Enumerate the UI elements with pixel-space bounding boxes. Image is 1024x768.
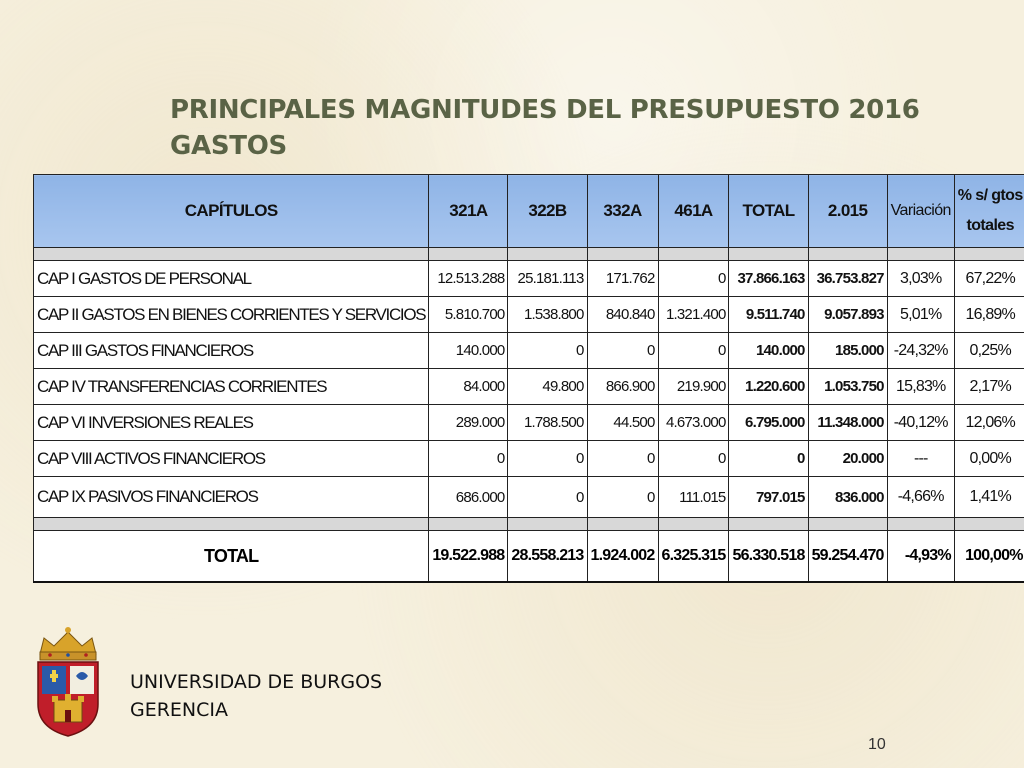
row-label: CAP II GASTOS EN BIENES CORRIENTES Y SERVICIOS (34, 297, 429, 333)
cell-322b: 0 (508, 333, 587, 369)
total-row (34, 531, 1024, 583)
total-332a: 1.924.002 (587, 531, 658, 583)
header-capitulos: CAPÍTULOS (34, 175, 429, 248)
total-321a: 19.522.988 (429, 531, 508, 583)
row-label: CAP IX PASIVOS FINANCIEROS (34, 477, 429, 518)
cell-461a: 0 (658, 441, 729, 477)
cell-461a: 111.015 (658, 477, 729, 518)
total-322b: 28.558.213 (508, 531, 587, 583)
header-461a: 461A (658, 175, 729, 248)
cell-variacion: -40,12% (887, 405, 954, 441)
row-label: CAP VI INVERSIONES REALES (34, 405, 429, 441)
cell-variacion: --- (887, 441, 954, 477)
university-name: UNIVERSIDAD DE BURGOS (130, 671, 383, 693)
cell-2015: 9.057.893 (808, 297, 887, 333)
cell-332a: 0 (587, 333, 658, 369)
table-row (34, 297, 1024, 333)
header-321a: 321A (429, 175, 508, 248)
cell-332a: 171.762 (587, 261, 658, 297)
cell-321a: 12.513.288 (429, 261, 508, 297)
title-line-1: PRINCIPALES MAGNITUDES DEL PRESUPUESTO 2016 (170, 95, 920, 125)
cell-total: 0 (729, 441, 808, 477)
cell-2015: 20.000 (808, 441, 887, 477)
cell-461a: 219.900 (658, 369, 729, 405)
total-pct: 100,00% (954, 531, 1024, 583)
header-2015: 2.015 (808, 175, 887, 248)
cell-322b: 1.538.800 (508, 297, 587, 333)
cell-321a: 289.000 (429, 405, 508, 441)
cell-461a: 0 (658, 333, 729, 369)
cell-pct: 1,41% (954, 477, 1024, 518)
cell-pct: 0,25% (954, 333, 1024, 369)
cell-322b: 1.788.500 (508, 405, 587, 441)
cell-332a: 44.500 (587, 405, 658, 441)
budget-table (33, 174, 1024, 583)
table-row (34, 405, 1024, 441)
cell-2015: 1.053.750 (808, 369, 887, 405)
table-row (34, 369, 1024, 405)
cell-variacion: 3,03% (887, 261, 954, 297)
cell-2015: 836.000 (808, 477, 887, 518)
cell-2015: 36.753.827 (808, 261, 887, 297)
header-pct-line-2: totales (966, 217, 1014, 234)
row-label: CAP III GASTOS FINANCIEROS (34, 333, 429, 369)
cell-pct: 12,06% (954, 405, 1024, 441)
cell-variacion: 5,01% (887, 297, 954, 333)
table-row (34, 477, 1024, 518)
footer-institution (130, 668, 382, 724)
cell-total: 37.866.163 (729, 261, 808, 297)
header-pct (954, 175, 1024, 248)
cell-322b: 49.800 (508, 369, 587, 405)
cell-total: 6.795.000 (729, 405, 808, 441)
title-line-2: GASTOS (170, 131, 287, 161)
row-label: CAP VIII ACTIVOS FINANCIEROS (34, 441, 429, 477)
cell-461a: 1.321.400 (658, 297, 729, 333)
page-number: 10 (868, 736, 886, 753)
total-variacion: -4,93% (887, 531, 954, 583)
cell-pct: 67,22% (954, 261, 1024, 297)
cell-332a: 0 (587, 477, 658, 518)
cell-321a: 0 (429, 441, 508, 477)
cell-variacion: 15,83% (887, 369, 954, 405)
table-body (34, 261, 1024, 518)
header-variacion: Variación (887, 175, 954, 248)
table-row (34, 333, 1024, 369)
cell-total: 1.220.600 (729, 369, 808, 405)
total-total: 56.330.518 (729, 531, 808, 583)
cell-332a: 840.840 (587, 297, 658, 333)
cell-2015: 11.348.000 (808, 405, 887, 441)
cell-total: 140.000 (729, 333, 808, 369)
total-461a: 6.325.315 (658, 531, 729, 583)
cell-332a: 866.900 (587, 369, 658, 405)
cell-pct: 2,17% (954, 369, 1024, 405)
cell-2015: 185.000 (808, 333, 887, 369)
header-total: TOTAL (729, 175, 808, 248)
header-332a: 332A (587, 175, 658, 248)
row-label: CAP IV TRANSFERENCIAS CORRIENTES (34, 369, 429, 405)
cell-332a: 0 (587, 441, 658, 477)
total-label: TOTAL (34, 531, 429, 583)
cell-461a: 0 (658, 261, 729, 297)
cell-total: 9.511.740 (729, 297, 808, 333)
spacer-row (34, 518, 1024, 531)
cell-321a: 5.810.700 (429, 297, 508, 333)
department-name: GERENCIA (130, 699, 229, 721)
row-label: CAP I GASTOS DE PERSONAL (34, 261, 429, 297)
cell-321a: 84.000 (429, 369, 508, 405)
cell-322b: 0 (508, 441, 587, 477)
cell-321a: 140.000 (429, 333, 508, 369)
table-header-row (34, 175, 1024, 248)
cell-461a: 4.673.000 (658, 405, 729, 441)
cell-322b: 25.181.113 (508, 261, 587, 297)
header-322b: 322B (508, 175, 587, 248)
cell-322b: 0 (508, 477, 587, 518)
total-2015: 59.254.470 (808, 531, 887, 583)
cell-variacion: -4,66% (887, 477, 954, 518)
cell-total: 797.015 (729, 477, 808, 518)
table-row (34, 261, 1024, 297)
cell-321a: 686.000 (429, 477, 508, 518)
header-pct-line-1: % s/ gtos (957, 187, 1023, 204)
university-crest-icon (30, 624, 106, 738)
cell-variacion: -24,32% (887, 333, 954, 369)
page-title (170, 92, 920, 164)
cell-pct: 16,89% (954, 297, 1024, 333)
table-row (34, 441, 1024, 477)
cell-pct: 0,00% (954, 441, 1024, 477)
spacer-row (34, 248, 1024, 261)
